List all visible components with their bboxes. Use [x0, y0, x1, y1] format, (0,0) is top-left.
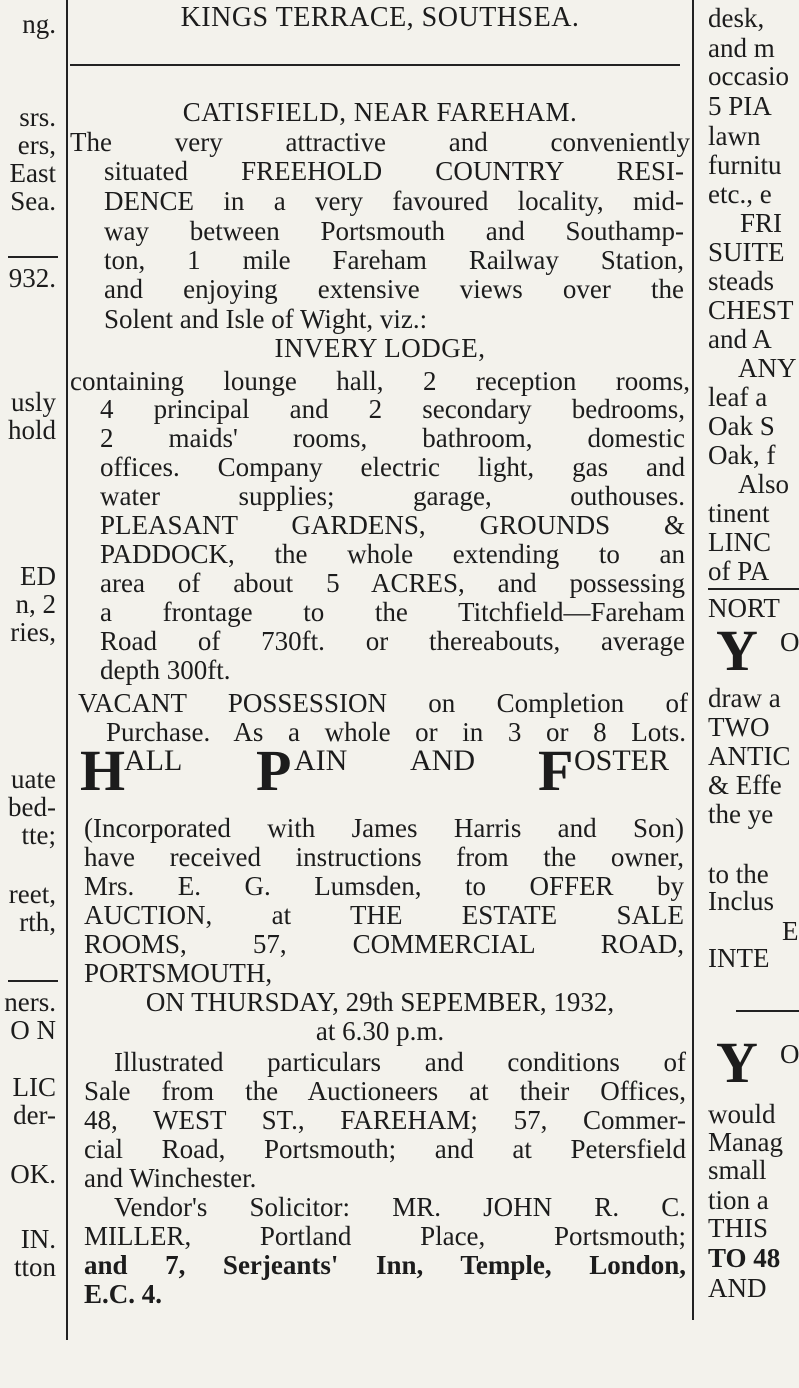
description-line: area of about 5 ACRES, and possessing	[100, 568, 685, 598]
instructions-line: have received instructions from the owner,	[84, 842, 684, 872]
solicitor-line: MILLER, Portland Place, Portsmouth;	[84, 1221, 686, 1251]
left-line: ng.	[22, 9, 56, 39]
right-line: Also	[738, 469, 790, 499]
description-line: 4 principal and 2 secondary bedrooms,	[100, 394, 685, 424]
left-line: n, 2	[15, 589, 56, 619]
right-line: Oak S	[708, 411, 775, 441]
header-address: KINGS TERRACE, SOUTHSEA.	[180, 2, 580, 33]
description-line: offices. Company electric light, gas and	[100, 452, 685, 482]
notice-heading: CATISFIELD, NEAR FAREHAM.	[182, 97, 578, 127]
left-line: ED	[20, 561, 56, 591]
left-line: tton	[13, 1252, 56, 1282]
left-divider	[8, 256, 58, 258]
left-line: IN.	[20, 1224, 56, 1254]
right-line: INTE	[708, 943, 770, 973]
possession-line: Purchase. As a whole or in 3 or 8 Lots.	[106, 717, 686, 747]
right-line: tinent	[708, 498, 770, 528]
auctioneer-initial: H	[80, 738, 126, 803]
instructions-line: Mrs. E. G. Lumsden, to OFFER by	[84, 871, 684, 901]
auctioneer-initial: F	[538, 738, 574, 803]
description-line: a frontage to the Titchfield—Fareham	[100, 597, 685, 627]
right-line: tion a	[708, 1185, 769, 1215]
left-line: 932.	[8, 263, 56, 293]
right-line: NORT	[708, 593, 780, 623]
solicitor-line: E.C. 4.	[84, 1279, 163, 1309]
right-line: 5 PIA	[708, 91, 772, 121]
instructions-line: (Incorporated with James Harris and Son)	[84, 813, 684, 843]
left-line: srs.	[19, 102, 56, 132]
right-line: of PA	[708, 556, 770, 586]
particulars-line: and Winchester.	[84, 1163, 257, 1193]
right-line: leaf a	[708, 382, 768, 412]
right-line: O	[780, 627, 799, 657]
intro-line: ton, 1 mile Fareham Railway Station,	[104, 245, 684, 275]
instructions-line: ROOMS, 57, COMMERCIAL ROAD,	[84, 929, 684, 959]
description-line: water supplies; garage, outhouses.	[100, 481, 685, 511]
left-line: hold	[7, 415, 56, 445]
auctioneer-word: ALL	[124, 744, 183, 777]
left-line: rth,	[19, 907, 56, 937]
left-line: bed-	[8, 792, 56, 822]
right-line: E	[782, 916, 799, 946]
possession-line: VACANT POSSESSION on Completion of	[78, 688, 688, 718]
description-line: containing lounge hall, 2 reception rooms,	[70, 366, 690, 396]
intro-line: Solent and Isle of Wight, viz.:	[104, 304, 428, 334]
left-divider	[8, 980, 58, 982]
auctioneer-word: OSTER	[574, 744, 670, 777]
left-line: East	[9, 158, 56, 188]
description-line: Road of 730ft. or thereabouts, average	[100, 626, 685, 656]
right-line: furnitu	[708, 150, 782, 180]
left-line: reet,	[8, 879, 56, 909]
particulars-line: cial Road, Portsmouth; and at Petersfield	[84, 1134, 686, 1164]
auction-time: at 6.30 p.m.	[315, 1016, 445, 1046]
right-line: SUITE	[708, 237, 785, 267]
right-line: to the	[708, 859, 769, 889]
intro-line: DENCE in a very favoured locality, mid-	[104, 186, 684, 216]
right-divider	[736, 1010, 799, 1012]
description-line: 2 maids' rooms, bathroom, domestic	[100, 423, 685, 453]
auctioneers-name	[80, 738, 680, 803]
left-line: usly	[10, 387, 56, 417]
auctioneer-word: AIN	[294, 744, 348, 777]
instructions-line: AUCTION, at THE ESTATE SALE	[84, 900, 684, 930]
right-line: THIS	[708, 1213, 768, 1243]
right-line: CHEST	[708, 295, 794, 325]
drop-cap-y: Y	[716, 618, 758, 683]
right-line: steads	[708, 266, 774, 296]
right-line: & Effe	[708, 770, 782, 800]
left-line: O N	[10, 1015, 56, 1045]
description-line: PLEASANT GARDENS, GROUNDS &	[100, 510, 685, 540]
right-line: would	[708, 1099, 776, 1129]
column-rule-left	[66, 0, 68, 1340]
left-line: LIC	[12, 1072, 56, 1102]
right-line: FRI	[740, 208, 783, 238]
left-column	[0, 0, 60, 1388]
right-line: small	[708, 1155, 767, 1185]
intro-line: situated FREEHOLD COUNTRY RESI-	[104, 156, 684, 186]
right-line: lawn	[708, 121, 761, 151]
right-line: LINC	[708, 527, 771, 557]
right-line: ANY	[738, 353, 797, 383]
right-line: occasio	[708, 61, 789, 91]
property-name: INVERY LODGE,	[274, 333, 486, 363]
instructions-line: PORTSMOUTH,	[84, 958, 273, 988]
right-line: desk,	[708, 3, 765, 33]
right-line: the ye	[708, 799, 774, 829]
intro-line: way between Portsmouth and Southamp-	[104, 216, 684, 246]
left-line: uate	[11, 764, 56, 794]
notice-top-rule	[70, 64, 680, 66]
description-line: PADDOCK, the whole extending to an	[100, 539, 685, 569]
right-line: TO 48	[708, 1243, 781, 1273]
right-line: O	[780, 1039, 799, 1069]
drop-cap-y: Y	[716, 1030, 758, 1095]
left-line: ners.	[4, 987, 56, 1017]
description-line: depth 300ft.	[100, 655, 231, 685]
left-line: Sea.	[10, 186, 56, 216]
auctioneer-word: AND	[410, 744, 475, 777]
right-line: Inclus	[708, 886, 774, 916]
left-line: tte;	[21, 820, 56, 850]
intro-line: and enjoying extensive views over the	[104, 274, 684, 304]
right-line: Manag	[708, 1127, 783, 1157]
intro-line: The very attractive and conveniently	[70, 127, 690, 157]
solicitor-line: and 7, Serjeants' Inn, Temple, London,	[84, 1250, 686, 1280]
particulars-line: Sale from the Auctioneers at their Offices,	[84, 1076, 686, 1106]
right-line: etc., e	[708, 179, 772, 209]
right-line: and A	[708, 324, 772, 354]
right-column	[702, 0, 799, 1388]
right-divider	[708, 588, 799, 590]
left-line: der-	[13, 1100, 56, 1130]
right-line: ANTIC	[708, 741, 791, 771]
right-line: draw a	[708, 683, 781, 713]
auctioneer-initial: P	[256, 738, 292, 803]
left-line: ers,	[17, 130, 56, 160]
left-line: OK.	[10, 1159, 56, 1189]
right-line: Oak, f	[708, 440, 776, 470]
left-line: ries,	[10, 617, 56, 647]
particulars-line: 48, WEST ST., FAREHAM; 57, Commer-	[84, 1105, 686, 1135]
solicitor-line: Vendor's Solicitor: MR. JOHN R. C.	[114, 1192, 686, 1222]
auction-date: ON THURSDAY, 29th SEPEMBER, 1932,	[145, 987, 615, 1017]
right-line: TWO	[708, 712, 770, 742]
right-line: and m	[708, 33, 775, 63]
right-line: AND	[708, 1273, 767, 1303]
particulars-line: Illustrated particulars and conditions of	[114, 1047, 686, 1077]
